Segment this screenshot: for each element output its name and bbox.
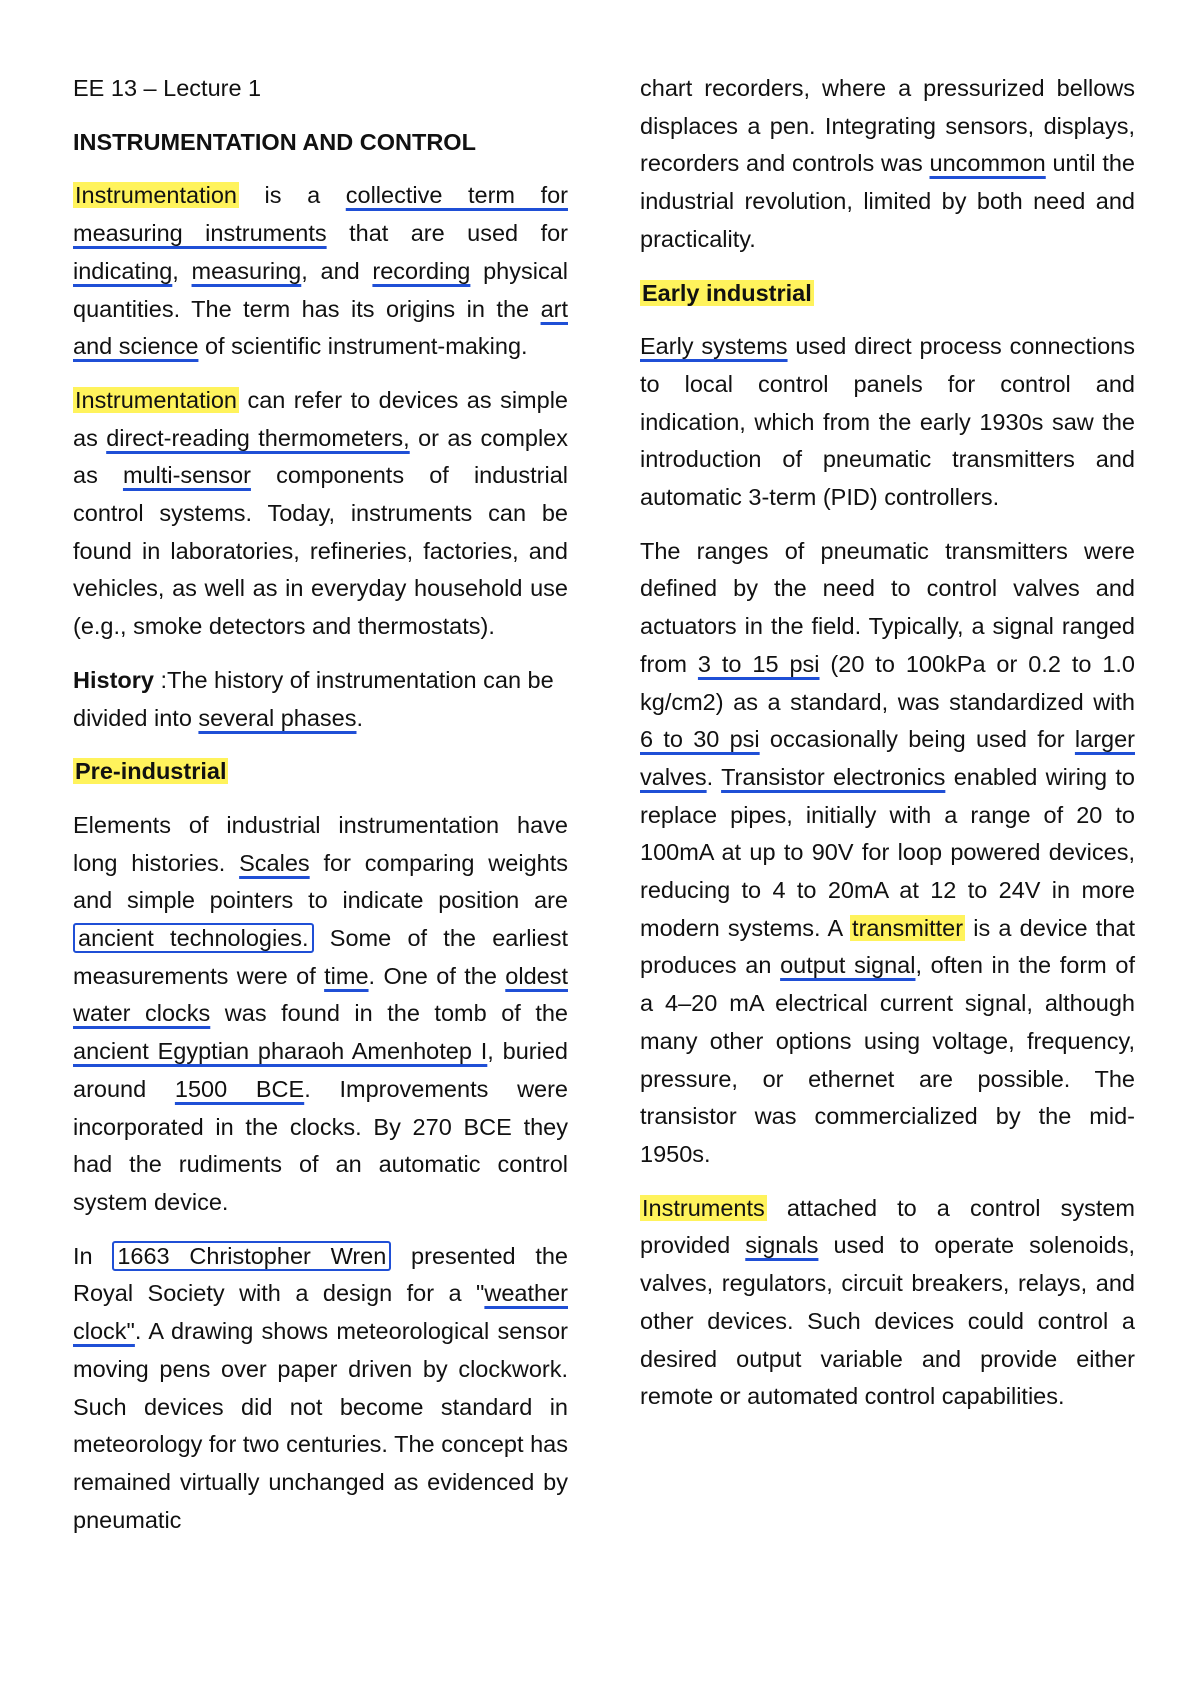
text: used direct process connections to local control panels for control and indication, which from the early 1930s saw the introduction of pneumatic transmitters and automatic 3-term (PID) controllers.: [640, 333, 1135, 511]
paragraph-instrumentation-definition: [73, 177, 568, 366]
ink-underline: 3 to 15 psi: [697, 650, 820, 677]
ink-underline: Scales: [239, 849, 310, 876]
ink-underline: direct-reading thermometers,: [106, 424, 410, 451]
paragraph-pneumatic-ranges: [640, 533, 1135, 1174]
text: . Improvements were incorporated in the clocks. By 270 BCE they had the rudiments of an automatic control system device.: [73, 1075, 568, 1215]
text: Elements of industrial instrumentation have long histories.: [73, 811, 568, 876]
text: that are used for: [326, 220, 568, 247]
history-label: History: [73, 666, 154, 693]
highlight: Instrumentation: [75, 182, 237, 209]
ink-underline: output signal: [780, 952, 916, 979]
text: .: [356, 704, 364, 731]
highlight: transmitter: [852, 914, 964, 941]
highlight: Instrumentation: [75, 386, 237, 413]
text: is a: [238, 182, 346, 209]
text: (20 to 100kPa or 0.2 to 1.0 kg/cm2) as a standard, was standardized with: [640, 650, 1136, 715]
text: until the industrial revolution, limited by both need and practicality.: [640, 150, 1136, 252]
ink-underline: Transistor electronics: [721, 763, 946, 790]
ink-underline: 6 to 30 psi: [640, 726, 760, 753]
text: used to operate solenoids, valves, regulators, circuit breakers, relays, and other devices. Such devices could control a desired output variable and provide either remote or automated control capabilities.: [640, 1232, 1135, 1410]
ink-underline: collective term for measuring instruments: [73, 182, 568, 247]
ink-underline: 1500 BCE: [174, 1075, 305, 1102]
course-label: EE 13 – Lecture 1: [73, 75, 262, 101]
ink-underline: larger valves: [640, 726, 1135, 790]
text: chart recorders, where a pressurized bellows displaces a pen. Integrating sensors, displays, recorders and controls was: [640, 75, 1135, 177]
text: , often in the form of a 4–20 mA electrical current signal, although many other options using voltage, frequency, pressure, or ethernet are possible. The transistor was commercialized by the mid-1950s.: [640, 952, 1135, 1167]
paragraph-instruments: [640, 1190, 1135, 1416]
text: .: [706, 763, 722, 790]
text: :The history of instrumentation can be divided into: [73, 666, 554, 731]
paragraph-wren: [73, 1238, 568, 1540]
text: attached to a control system provided: [640, 1194, 1135, 1259]
ink-underline: oldest water clocks: [73, 962, 568, 1027]
paragraph-instrumentation-devices: [73, 382, 568, 646]
text: components of industrial control systems. Today, instruments can be found in laboratories, refineries, factories, and vehicles, as well as in everyday household use (e.g., smoke detectors and thermostats).: [73, 462, 568, 640]
text: for comparing weights and simple pointers to indicate position are: [73, 849, 568, 914]
document-title: INSTRUMENTATION AND CONTROL: [73, 128, 476, 155]
paragraph-early-systems: [640, 328, 1135, 517]
text: ,: [172, 257, 192, 284]
section-heading: Early industrial: [642, 279, 812, 306]
text: presented the Royal Society with a design for a ": [73, 1242, 568, 1307]
text: The ranges of pneumatic transmitters were defined by the need to control valves and actuators in the field. Typically, a signal ranged from: [640, 537, 1135, 677]
ink-underline: indicating: [73, 257, 173, 284]
ink-underline: Early systems: [640, 333, 788, 360]
text: In: [73, 1242, 113, 1269]
text: physical quantities. The term has its origins in the: [73, 257, 568, 322]
ink-underline: ancient Egyptian pharaoh Amenhotep I: [73, 1038, 488, 1065]
text: Some of the earliest measurements were of: [73, 925, 568, 989]
text: occasionally being used for: [759, 726, 1075, 753]
heading-pre-industrial: [73, 753, 568, 791]
section-heading: Pre-industrial: [75, 758, 227, 785]
ink-underline: measuring: [191, 257, 302, 284]
left-column: [73, 70, 568, 1555]
paragraph-history: [73, 662, 568, 737]
ink-underline: weather clock": [73, 1280, 568, 1345]
text: of scientific instrument-making.: [198, 333, 528, 360]
ink-underline: art and science: [73, 295, 568, 360]
text: was found in the tomb of the: [210, 1000, 568, 1027]
ink-underline: several phases: [198, 704, 357, 731]
text: enabled wiring to replace pipes, initially with a range of 20 to 100mA at up to 90V for loop powered devices, reducing to 4 to 20mA at 12 to 24V in more modern systems. A: [640, 763, 1135, 941]
highlight: Instruments: [642, 1194, 765, 1221]
ink-underline: time: [324, 962, 369, 989]
heading-early-industrial: [640, 275, 1135, 313]
right-column: [640, 70, 1135, 1432]
ink-box: ancient technologies.: [73, 923, 314, 953]
paragraph-chart-recorders: [640, 70, 1135, 259]
text: can refer to devices as simple as: [73, 386, 568, 451]
text: . One of the: [368, 962, 506, 989]
ink-underline: multi-sensor: [122, 462, 251, 489]
ink-underline: signals: [745, 1232, 819, 1259]
text: is a device that produces an: [640, 914, 1135, 979]
text: . A drawing shows meteorological sensor moving pens over paper driven by clockwork. Such devices did not become standard in meteorology for two centuries. The concept has remained virtually unchanged as evidenced by pneumatic: [73, 1318, 568, 1533]
text: or as complex as: [73, 424, 569, 489]
text: , buried around: [73, 1038, 568, 1102]
text: , and: [301, 257, 373, 284]
ink-box: 1663 Christopher Wren: [112, 1241, 391, 1271]
ink-underline: recording: [372, 257, 471, 284]
ink-underline: uncommon: [929, 150, 1046, 177]
paragraph-pre-industrial: [73, 807, 568, 1222]
